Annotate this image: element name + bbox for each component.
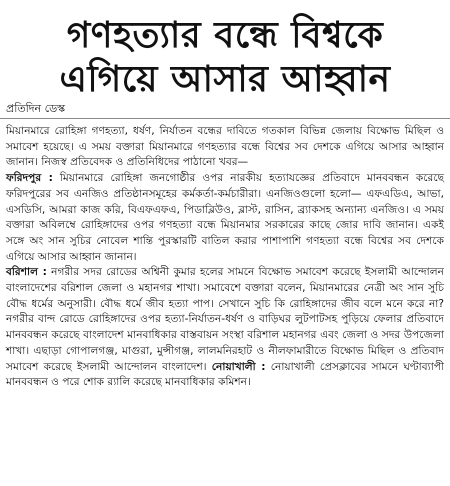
- intro-paragraph: [6, 124, 444, 171]
- faridpur-paragraph: [6, 171, 444, 265]
- faridpur-lead: ফরিদপুর :: [6, 172, 53, 185]
- barishal-lead: বরিশাল :: [6, 266, 47, 279]
- byline: প্রতিদিন ডেস্ক: [6, 102, 66, 115]
- noakhali-lead: নোয়াখালী :: [211, 360, 266, 373]
- faridpur-text: মিয়ানমারে রোহিঙ্গা জনগোষ্ঠীর ওপর নারকীয় হত্যাযজ্ঞের প্রতিবাদে মানববন্ধন করেছে ফরিদপুরের সব এনজিও প্রতিষ্ঠানসমূহের কর্মকর্তা-কর্মচারীরা। এনজিওগুলো হলো— এফএডিএ, আভা, এসডিসি, আমরা কাজ করি, বিএফএফএ, পিডাব্লিউও, ব্লাস্ট, রাসিন, ব্র্যাকসহ অন্যান্য এনজিও। এ সময় বক্তারা অবিলম্বে রোহিঙ্গাদের ওপর গণহত্যা বন্ধে মিয়ানমার সরকারের কাছে জোর দাবি জানান। একই সঙ্গে অং সান সুচির নোবেল শান্তি পুরস্কারটি বাতিল করার পাশাপাশি গণহত্যা বন্ধে বিশ্বের সব দেশকে এগিয়ে আসার আহ্বান জানান।: [6, 172, 445, 263]
- noakhali-text: নোয়াখালী প্রেসক্লাবের সামনে ঘণ্টাব্যাপী মানববন্ধন ও পরে শোক র‌্যালি করেছে মানবাধিকার কমিশন।: [6, 360, 445, 389]
- barishal-paragraph: [6, 265, 444, 391]
- barishal-text: নগরীর সদর রোডের অশ্বিনী কুমার হলের সামনে বিক্ষোভ সমাবেশ করেছে ইসলামী আন্দোলন বাংলাদেশের বরিশাল জেলা ও মহানগর শাখা। সমাবেশে বক্তারা বলেন, মিয়ানমারের নেত্রী অং সান সুচি বৌদ্ধ ধর্মের অনুসারী। বৌদ্ধ ধর্মে জীব হত্যা পাপ। সেখানে সুচি কি রোহিঙ্গাদের জীব বলে মনে করে না? নগরীর বান্দ রোডে রোহিঙ্গাদের ওপর হত্যা-নির্যাতন-ধর্ষণ ও বাড়িঘর লুটপাটসহ পুড়িয়ে ফেলার প্রতিবাদে মানববন্ধন করেছে বাংলাদেশ মানবাধিকার বাস্তবায়ন সংস্থা বরিশাল মহানগর এবং জেলা ও সদর উপজেলা শাখা। এছাড়া গোপালগঞ্জ, মাগুরা, মুন্সীগঞ্জ, লালমনিরহাট ও নীলফামারীতে বিক্ষোভ মিছিল ও প্রতিবাদ সমাবেশ করেছে ইসলামী আন্দোলন বাংলাদেশ।: [6, 266, 444, 373]
- intro-text: মিয়ানমারে রোহিঙ্গা গণহত্যা, ধর্ষণ, নির্যাতন বন্ধের দাবিতে গতকাল বিভিন্ন জেলায় বিক্ষোভ মিছিল ও সমাবেশ হয়েছে। এ সময় বক্তারা মিয়ানমারে গণহত্যার বন্ধে বিশ্বের সব দেশকে এগিয়ে আসার আহ্বান জানান। নিজস্ব প্রতিবেদক ও প্রতিনিধিদের পাঠানো খবর—: [6, 125, 444, 169]
- divider: [0, 118, 450, 119]
- article-body: [6, 124, 444, 391]
- headline-line-1: গণহত্যার বন্ধে বিশ্বকে: [66, 15, 384, 56]
- headline-line-2: এগিয়ে আসার আহ্বান: [59, 59, 391, 100]
